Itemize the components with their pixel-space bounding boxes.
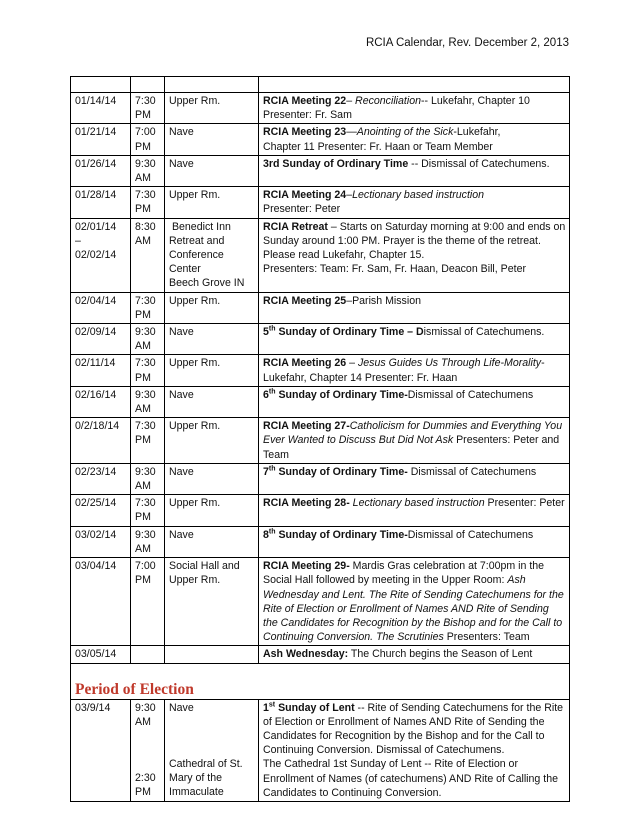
time-cell: 9:30 AM	[131, 155, 165, 186]
place-cell: Nave	[165, 386, 259, 417]
date-cell: 03/02/14	[71, 526, 131, 557]
date-cell: 03/9/14	[71, 699, 131, 801]
table-row	[71, 77, 570, 93]
table-row	[71, 355, 570, 386]
place-cell: Upper Rm.	[165, 495, 259, 526]
description-cell: 3rd Sunday of Ordinary Time -- Dismissal of Catechumens.	[259, 155, 570, 186]
date-cell: 0/2/18/14	[71, 418, 131, 464]
time-cell: 7:00 PM	[131, 124, 165, 155]
place-cell: Nave	[165, 124, 259, 155]
place-cell: Social Hall and Upper Rm.	[165, 558, 259, 646]
date-cell: 02/01/14 – 02/02/14	[71, 218, 131, 292]
time-cell: 8:30 AM	[131, 218, 165, 292]
place-cell: Nave	[165, 463, 259, 494]
time-cell: 7:30 PM	[131, 93, 165, 124]
date-cell: 02/11/14	[71, 355, 131, 386]
calendar-table	[70, 76, 570, 802]
time-cell: 7:00 PM	[131, 558, 165, 646]
description-cell: RCIA Meeting 27-Catholicism for Dummies and Everything You Ever Wanted to Discuss But Did Not Ask Presenters: Peter and Team	[259, 418, 570, 464]
place-cell: Upper Rm.	[165, 355, 259, 386]
section-row	[71, 663, 570, 699]
section-cell	[71, 663, 570, 699]
date-cell: 02/09/14	[71, 324, 131, 355]
description-cell: 8th Sunday of Ordinary Time-Dismissal of Catechumens	[259, 526, 570, 557]
description-cell: 6th Sunday of Ordinary Time-Dismissal of Catechumens	[259, 386, 570, 417]
time-cell: 9:30 AM	[131, 386, 165, 417]
place-cell: Nave Cathedral of St. Mary of the Immaculate	[165, 699, 259, 801]
table-row	[71, 93, 570, 124]
document-header: RCIA Calendar, Rev. December 2, 2013	[365, 37, 569, 49]
table-row	[71, 155, 570, 186]
description-cell: 7th Sunday of Ordinary Time- Dismissal of Catechumens	[259, 463, 570, 494]
table-row	[71, 558, 570, 646]
date-cell: 02/25/14	[71, 495, 131, 526]
place-cell: Nave	[165, 526, 259, 557]
time-cell	[131, 646, 165, 663]
date-cell: 01/26/14	[71, 155, 131, 186]
description-cell: RCIA Meeting 25–Parish Mission	[259, 292, 570, 323]
table-row	[71, 187, 570, 218]
description-cell: Ash Wednesday: The Church begins the Season of Lent	[259, 646, 570, 663]
table-row	[71, 699, 570, 801]
date-cell: 03/05/14	[71, 646, 131, 663]
description-cell: RCIA Meeting 29- Mardis Gras celebration at 7:00pm in the Social Hall followed by meeting in the Upper Room: Ash Wednesday and Lent. The Rite of Sending Catechumens for the Rite of Election or Enrollment of Names AND Rite of Sending the Candidates for Recognition by the Bishop and for the Call to Continuing Conversion. The Scrutinies Presenters: Team	[259, 558, 570, 646]
table-row	[71, 646, 570, 663]
table-row	[71, 292, 570, 323]
time-cell: 9:30 AM	[131, 463, 165, 494]
description-cell: RCIA Meeting 24–Lectionary based instruction Presenter: Peter	[259, 187, 570, 218]
table-row	[71, 324, 570, 355]
place-cell: Nave	[165, 155, 259, 186]
place-cell: Nave	[165, 324, 259, 355]
time-cell: 7:30 PM	[131, 495, 165, 526]
table-row	[71, 418, 570, 464]
time-cell: 7:30 PM	[131, 418, 165, 464]
description-cell: RCIA Meeting 26 – Jesus Guides Us Through Life-Morality- Lukefahr, Chapter 14 Presenter: Fr. Haan	[259, 355, 570, 386]
place-cell: Upper Rm.	[165, 418, 259, 464]
description-cell: 5th Sunday of Ordinary Time – Dismissal of Catechumens.	[259, 324, 570, 355]
date-cell: 01/14/14	[71, 93, 131, 124]
table-row	[71, 526, 570, 557]
table-row	[71, 124, 570, 155]
description-cell: 1st Sunday of Lent -- Rite of Sending Catechumens for the Rite of Election or Enrollment of Names AND Rite of Sending the Candidates for Recognition by the Bishop and for the Call to Continuing Conversion. Dismissal of Catechumens. The Cathedral 1st Sunday of Lent -- Rite of Election or Enrollment of Names (of catechumens) AND Rite of Calling the Candidates to Continuing Conversion.	[259, 699, 570, 801]
description-cell: RCIA Meeting 28- Lectionary based instruction Presenter: Peter	[259, 495, 570, 526]
place-cell: Upper Rm.	[165, 187, 259, 218]
time-cell: 7:30 PM	[131, 187, 165, 218]
description-cell: RCIA Retreat – Starts on Saturday morning at 9:00 and ends on Sunday around 1:00 PM. Prayer is the theme of the retreat. Please read Lukefahr, Chapter 15. Presenters: Team: Fr. Sam, Fr. Haan, Deacon Bill, Peter	[259, 218, 570, 292]
date-cell: 03/04/14	[71, 558, 131, 646]
time-cell: 7:30 PM	[131, 355, 165, 386]
table-row	[71, 463, 570, 494]
date-cell: 01/28/14	[71, 187, 131, 218]
time-cell: 7:30 PM	[131, 292, 165, 323]
table-row	[71, 495, 570, 526]
time-cell: 9:30 AM 2:30 PM	[131, 699, 165, 801]
table-row	[71, 386, 570, 417]
date-cell: 02/04/14	[71, 292, 131, 323]
description-cell: RCIA Meeting 23—Anointing of the Sick-Lukefahr, Chapter 11 Presenter: Fr. Haan or Team Member	[259, 124, 570, 155]
place-cell	[165, 646, 259, 663]
date-cell: 02/16/14	[71, 386, 131, 417]
date-cell: 02/23/14	[71, 463, 131, 494]
time-cell: 9:30 AM	[131, 324, 165, 355]
section-title: Period of Election	[75, 680, 194, 698]
place-cell: Benedict Inn Retreat and Conference Center Beech Grove IN	[165, 218, 259, 292]
time-cell: 9:30 AM	[131, 526, 165, 557]
description-cell: RCIA Meeting 22– Reconciliation-- Lukefahr, Chapter 10 Presenter: Fr. Sam	[259, 93, 570, 124]
date-cell: 01/21/14	[71, 124, 131, 155]
place-cell: Upper Rm.	[165, 292, 259, 323]
table-row	[71, 218, 570, 292]
place-cell: Upper Rm.	[165, 93, 259, 124]
